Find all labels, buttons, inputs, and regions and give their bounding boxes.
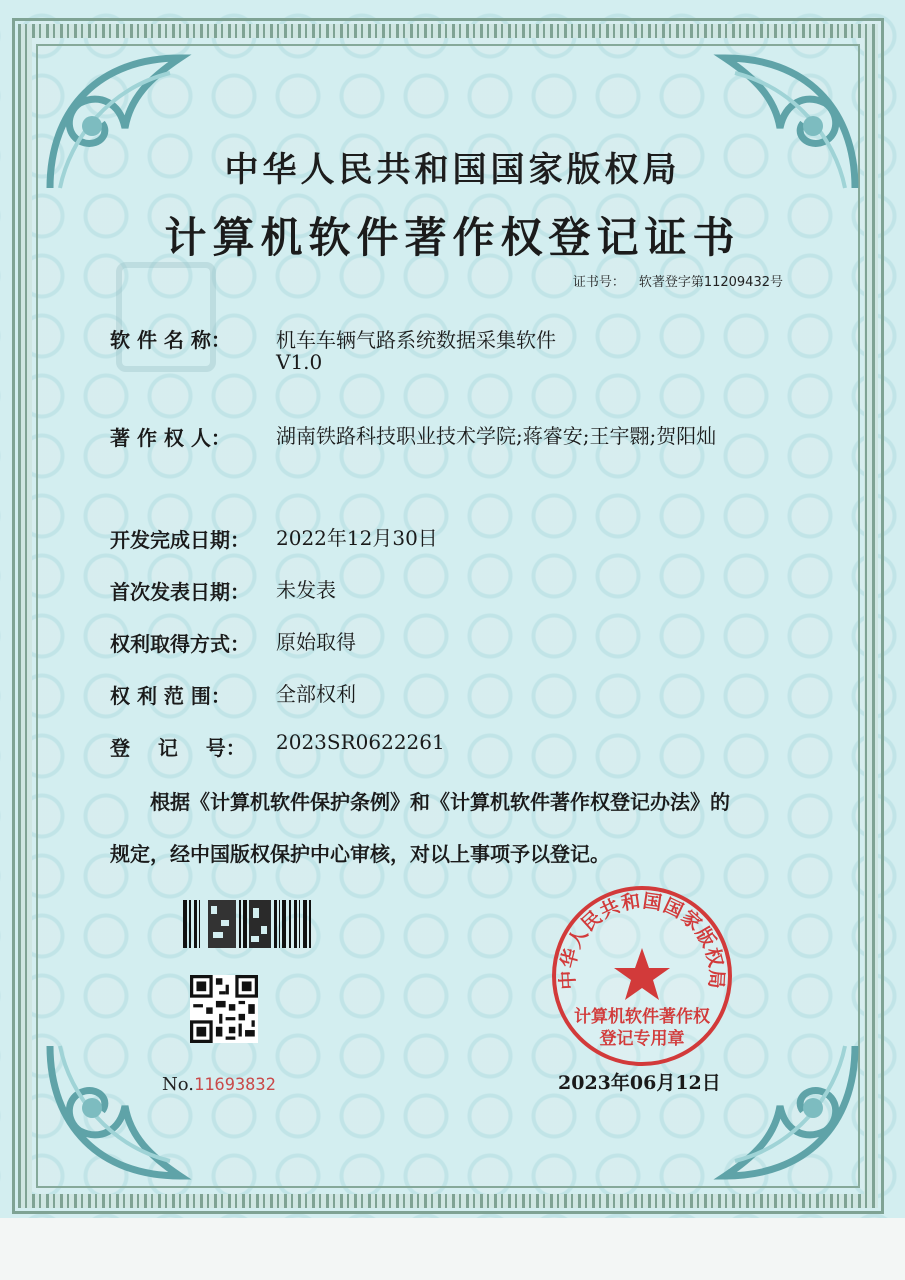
- field-label-software-name: 软 件 名 称：: [110, 328, 231, 352]
- field-label-acquisition-method: 权利取得方式：: [110, 632, 250, 656]
- field-value-completion-date: 2022年12月30日: [276, 526, 438, 550]
- field-label-registration-number: 登 记 号：: [110, 736, 246, 760]
- certificate-number-value: 软著登字第11209432号: [638, 275, 783, 290]
- watermark-logo: [116, 262, 216, 372]
- official-seal: [548, 882, 736, 1070]
- field-value-software-version: V1.0: [276, 350, 323, 374]
- field-value-acquisition-method: 原始取得: [276, 630, 356, 654]
- serial-number: [162, 1074, 276, 1095]
- barcode: [183, 900, 311, 948]
- seal-line-2: 登记专用章: [599, 1029, 685, 1049]
- qr-code: [190, 975, 258, 1043]
- serial-prefix: No.: [162, 1074, 194, 1095]
- field-value-copyright-owner: 湖南铁路科技职业技术学院;蒋睿安;王宇翾;贺阳灿: [276, 424, 717, 448]
- certificate-number: [573, 271, 783, 290]
- corner-ornament-bottom-left: [40, 1036, 240, 1186]
- field-value-registration-number: 2023SR0622261: [276, 730, 445, 754]
- seal-arc-text: 中华人民共和国国家版权局: [556, 890, 728, 991]
- certificate-number-label: 证书号：: [572, 275, 625, 290]
- statement-line-2: 规定，经中国版权保护中心审核，对以上事项予以登记。: [110, 842, 610, 866]
- field-label-copyright-owner: 著 作 权 人：: [110, 426, 231, 450]
- statement-line-1: 根据《计算机软件保护条例》和《计算机软件著作权登记办法》的: [150, 790, 730, 814]
- issuer-title: 中华人民共和国国家版权局: [224, 150, 681, 190]
- field-value-publish-date: 未发表: [276, 578, 336, 602]
- field-label-completion-date: 开发完成日期：: [110, 528, 250, 552]
- serial-value: 11693832: [194, 1075, 276, 1095]
- field-value-rights-scope: 全部权利: [276, 682, 356, 706]
- field-value-software-name: 机车车辆气路系统数据采集软件: [276, 328, 556, 352]
- seal-line-1: 计算机软件著作权: [574, 1007, 710, 1027]
- page-margin: [0, 1218, 905, 1280]
- certificate-title: 计算机软件著作权登记证书: [164, 213, 741, 262]
- issue-date: 2023年06月12日: [558, 1072, 721, 1094]
- field-label-rights-scope: 权 利 范 围：: [110, 684, 231, 708]
- field-label-publish-date: 首次发表日期：: [110, 580, 250, 604]
